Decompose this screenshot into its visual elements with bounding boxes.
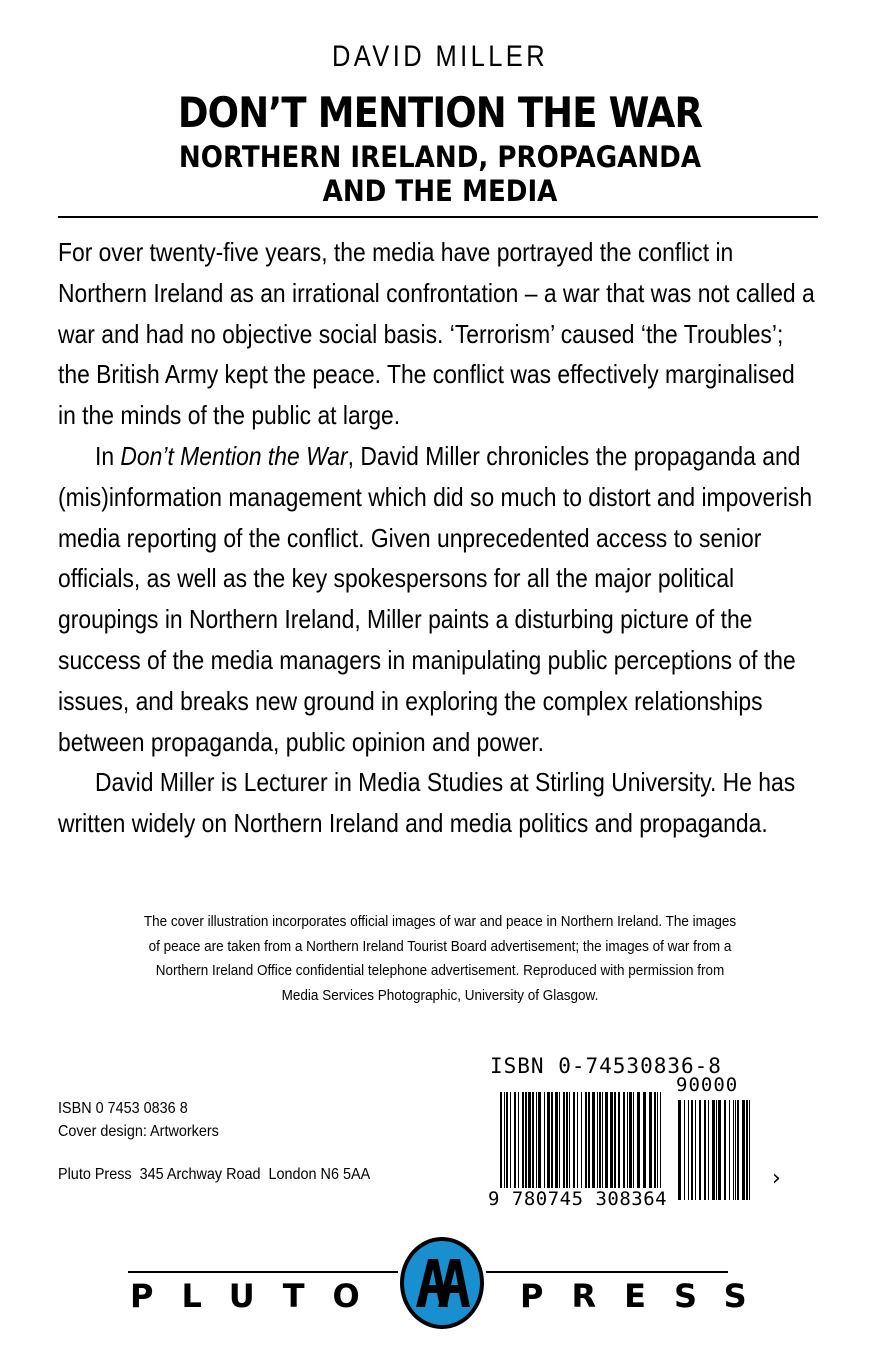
- barcode-bar: [547, 1092, 550, 1190]
- barcode-bar: [643, 1092, 646, 1190]
- publisher-address: Pluto Press 345 Archway Road London N6 5AA: [58, 1166, 371, 1183]
- addon-bar: [733, 1100, 734, 1200]
- blurb: [58, 232, 815, 844]
- barcode-bar: [514, 1092, 516, 1190]
- subtitle-line-2: AND THE MEDIA: [322, 174, 558, 208]
- blurb-p2-rest: , David Miller chronicles the propaganda and (mis)information management which did so much to distort and impoverish media reporting of the conflict. Given unprecedented access to senior officials, as well as the key spokespersons for all the major political groupings in Northern Ireland, Miller paints a disturbing picture of the success of the media managers in manipulating public perceptions of the issues, and breaks new ground in exploring the complex relationships between propaganda, public opinion and power.: [58, 440, 813, 757]
- cover-design-credit: Cover design: Artworkers: [58, 1123, 219, 1140]
- addon-bar: [742, 1100, 745, 1200]
- addon-bar: [737, 1100, 739, 1200]
- addon-bar: [729, 1100, 730, 1200]
- barcode-bar: [627, 1092, 628, 1190]
- barcode-bar: [597, 1092, 598, 1190]
- barcode-bar: [532, 1092, 534, 1190]
- pluto-logo-icon: [398, 1235, 486, 1331]
- barcode-bar: [588, 1092, 590, 1190]
- blurb-p2-lead: In: [94, 440, 121, 471]
- barcode-bar: [504, 1092, 505, 1200]
- barcode-bar: [569, 1092, 570, 1190]
- barcode-bar: [559, 1092, 560, 1190]
- barcode-bar: [585, 1092, 587, 1190]
- barcode-bar: [555, 1092, 558, 1190]
- barcode-bar: [618, 1092, 620, 1190]
- imprint-info: [58, 1097, 219, 1143]
- barcode-bar: [610, 1092, 613, 1190]
- isbn-text: ISBN 0 7453 0836 8: [58, 1100, 188, 1117]
- logo-word-right: PRESS: [520, 1277, 775, 1315]
- addon-bar: [695, 1100, 696, 1200]
- barcode-price-code: 90000: [676, 1074, 739, 1096]
- book-title: DON’T MENTION THE WAR: [177, 88, 703, 137]
- barcode-block: [486, 1054, 786, 1214]
- barcode-bar: [599, 1092, 601, 1190]
- barcode-bar: [605, 1092, 608, 1190]
- blurb-paragraph-1: For over twenty-five years, the media have portrayed the conflict in Northern Ireland as an irrational confrontation – a war that was not called a war and had no objective social basis. ‘Terrorism’ caused ‘the Troubles’; the British Army kept the peace. The conflict was effectively marginalised in the minds of the public at large.: [58, 237, 815, 431]
- barcode-bar: [602, 1092, 603, 1190]
- addon-bar: [699, 1100, 701, 1200]
- barcode-bar: [581, 1092, 582, 1190]
- addon-bar: [749, 1100, 750, 1200]
- addon-bar: [735, 1100, 736, 1200]
- cover-credit: [125, 910, 755, 1008]
- addon-bar: [724, 1100, 726, 1200]
- barcode-bar: [660, 1092, 661, 1200]
- barcode-bar: [525, 1092, 527, 1190]
- barcode-bar: [563, 1092, 565, 1190]
- barcode-bar: [573, 1092, 575, 1190]
- barcode-bar: [551, 1092, 553, 1190]
- blurb-paragraph-2: [58, 436, 815, 762]
- credit-line-4: Media Services Photographic, University of Glasgow.: [281, 986, 599, 1004]
- barcode-bar: [538, 1092, 541, 1190]
- barcode-bar: [506, 1092, 508, 1190]
- addon-bar: [691, 1100, 693, 1200]
- barcode-bar: [633, 1092, 634, 1190]
- logo-word-left: PLUTO: [130, 1277, 388, 1315]
- barcode-bar: [500, 1092, 502, 1200]
- barcode-bar: [510, 1092, 511, 1190]
- barcode-bar: [614, 1092, 616, 1190]
- addon-bar: [678, 1100, 681, 1200]
- addon-bar: [684, 1100, 685, 1200]
- barcode-bar: [522, 1092, 524, 1190]
- barcode-ean-digits: 9 780745 308364: [488, 1188, 668, 1210]
- barcode-bar: [654, 1092, 656, 1190]
- barcode-bar: [623, 1092, 625, 1190]
- barcode-bar: [544, 1092, 545, 1190]
- barcode-bar: [637, 1092, 640, 1190]
- addon-bar: [688, 1100, 689, 1200]
- barcode-bar: [566, 1092, 568, 1190]
- quiet-zone-arrow: ›: [772, 1166, 781, 1191]
- barcode-bar: [649, 1092, 652, 1190]
- title-divider: [58, 216, 818, 218]
- book-subtitle: [44, 140, 836, 208]
- addon-bar: [708, 1100, 709, 1200]
- blurb-p2-title: Don’t Mention the War: [120, 440, 348, 471]
- barcode-bar: [528, 1092, 531, 1190]
- author-name: DAVID MILLER: [331, 40, 549, 73]
- barcode-bar: [657, 1092, 658, 1200]
- credit-line-2: of peace are taken from a Northern Ireland Tourist Board advertisement; the images of war from a: [148, 937, 732, 955]
- addon-bar: [712, 1100, 715, 1200]
- subtitle-line-1: NORTHERN IRELAND, PROPAGANDA: [178, 140, 702, 174]
- barcode-bar: [518, 1092, 519, 1190]
- barcode-bar: [629, 1092, 632, 1190]
- credit-line-1: The cover illustration incorporates official images of war and peace in Northern Ireland. The images: [143, 913, 737, 930]
- addon-bar: [718, 1100, 721, 1200]
- blurb-paragraph-3: David Miller is Lecturer in Media Studies at Stirling University. He has written widely on Northern Ireland and media politics and propaganda.: [58, 767, 796, 839]
- credit-line-3: Northern Ireland Office confidential telephone advertisement. Reproduced with permission from: [155, 962, 725, 979]
- barcode-bar: [592, 1092, 595, 1190]
- addon-bar: [746, 1100, 748, 1200]
- barcode-bar: [577, 1092, 578, 1190]
- addon-bar: [716, 1100, 717, 1200]
- barcode-isbn-label: ISBN 0-74530836-8: [490, 1054, 722, 1078]
- barcode-bar: [536, 1092, 537, 1190]
- addon-bar: [704, 1100, 706, 1200]
